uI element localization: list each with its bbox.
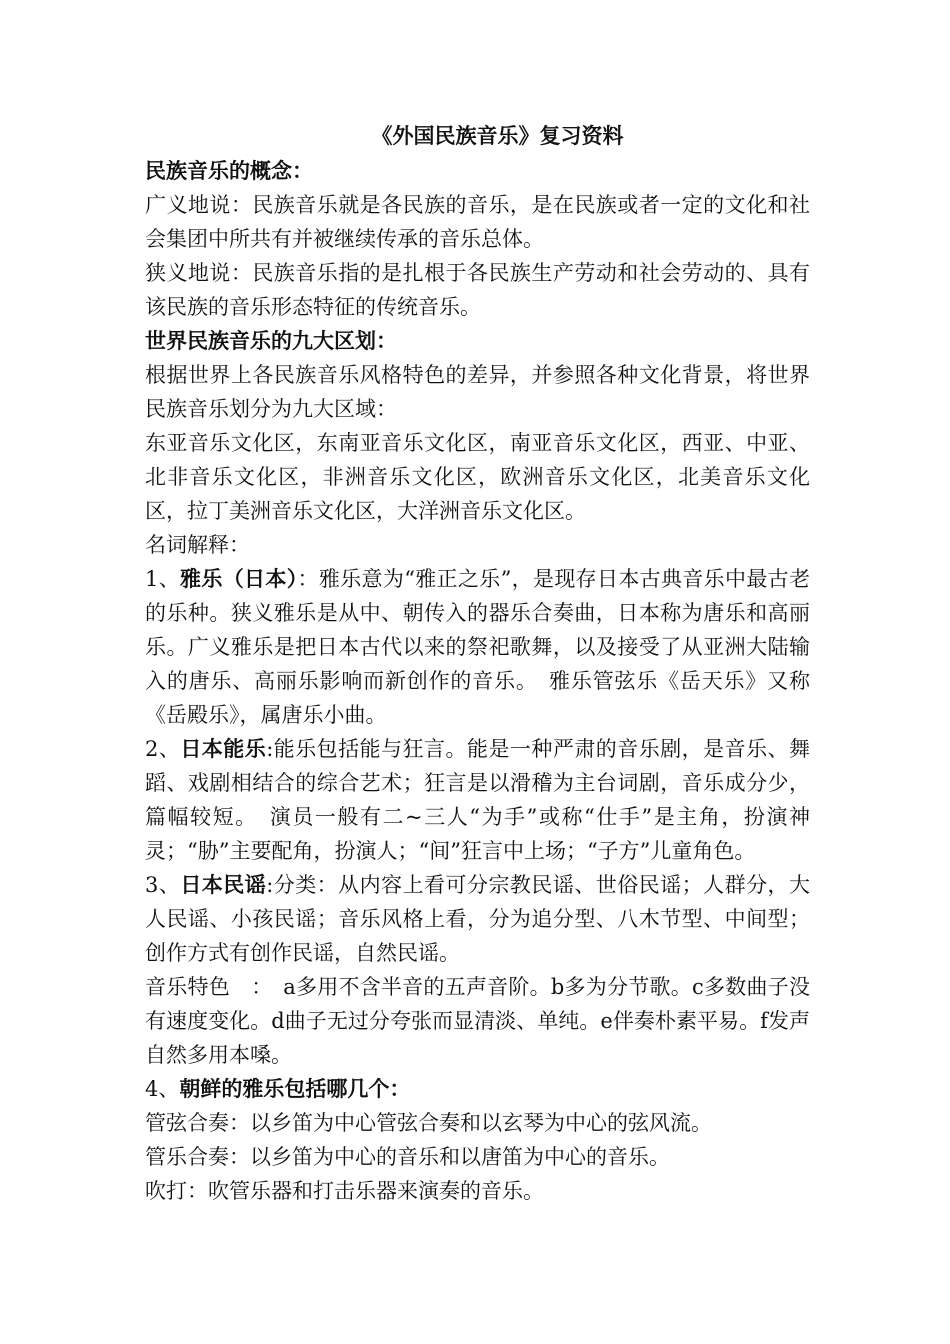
terms-label: 名词解释： [145, 533, 250, 557]
paragraph-korea-3: 吹打：吹管乐器和打击乐器来演奏的音乐。 [145, 1179, 544, 1203]
paragraph-concept-broad: 广义地说：民族音乐就是各民族的音乐，是在民族或者一定的文化和社会集团中所共有并被继续传承的音乐总体。 [145, 193, 810, 251]
term-item-3-term: 日本民谣 [180, 872, 267, 897]
heading-concept: 民族音乐的概念： [145, 158, 313, 183]
document-title: 《外国民族音乐》复习资料 [371, 123, 624, 148]
term-item-3 [145, 868, 810, 970]
term-item-4-number: 4、 [145, 1077, 180, 1101]
document-page [145, 118, 810, 1208]
term-item-3-number: 3、 [145, 873, 181, 897]
term-item-4 [145, 1072, 810, 1106]
term-item-2-text: :能乐包括能与狂言。能是一种严肃的音乐剧，是音乐、舞蹈、戏剧相结合的综合艺术；狂言是以滑稽为主台词剧，音乐成分少，篇幅较短。 演员一般有二~三人“为手”或称“仕手”是主角，扮演神灵；“胁”主要配角，扮演人；“间”狂言中上场；“子方”儿童角色。 [145, 737, 811, 863]
term-item-1 [145, 562, 810, 732]
paragraph-regions-intro: 根据世界上各民族音乐风格特色的差异，并参照各种文化背景，将世界民族音乐划分为九大区域： [145, 363, 810, 421]
term-item-2-number: 2、 [145, 737, 181, 761]
paragraph-concept-narrow: 狭义地说：民族音乐指的是扎根于各民族生产劳动和社会劳动的、具有该民族的音乐形态特征的传统音乐。 [145, 261, 810, 319]
term-item-1-number: 1、 [145, 567, 181, 591]
paragraph-regions-list: 东亚音乐文化区，东南亚音乐文化区，南亚音乐文化区，西亚、中亚、北非音乐文化区，非洲音乐文化区，欧洲音乐文化区，北美音乐文化区，拉丁美洲音乐文化区，大洋洲音乐文化区。 [145, 431, 810, 523]
term-item-3-text: :分类：从内容上看可分宗教民谣、世俗民谣；人群分，大人民谣、小孩民谣；音乐风格上看，分为追分型、八木节型、中间型；创作方式有创作民谣，自然民谣。 [145, 873, 811, 965]
term-item-2-term: 日本能乐 [180, 736, 267, 761]
term-item-2 [145, 732, 810, 868]
paragraph-music-features: 音乐特色 ： a多用不含半音的五声音阶。b多为分节歌。c多数曲子没有速度变化。d曲子无过分夸张而显清淡、单纯。e伴奏朴素平易。f发声自然多用本嗓。 [145, 975, 810, 1067]
heading-regions: 世界民族音乐的九大区划： [145, 328, 397, 353]
paragraph-korea-2: 管乐合奏：以乡笛为中心的音乐和以唐笛为中心的音乐。 [145, 1145, 670, 1169]
term-item-1-text: ：雅乐意为“雅正之乐”，是现存日本古典音乐中最古老的乐种。狭义雅乐是从中、朝传入的器乐合奏曲，日本称为唐乐和高丽乐。广义雅乐是把日本古代以来的祭祀歌舞，以及接受了从亚洲大陆输入的唐乐、高丽乐影响而新创作的音乐。 雅乐管弦乐《岳天乐》又称《岳殿乐》，属唐乐小曲。 [145, 567, 810, 727]
paragraph-korea-1: 管弦合奏：以乡笛为中心管弦合奏和以玄琴为中心的弦风流。 [145, 1111, 712, 1135]
term-item-4-term: 朝鲜的雅乐包括哪几个： [179, 1076, 411, 1101]
term-item-1-term: 雅乐（日本） [180, 566, 298, 591]
